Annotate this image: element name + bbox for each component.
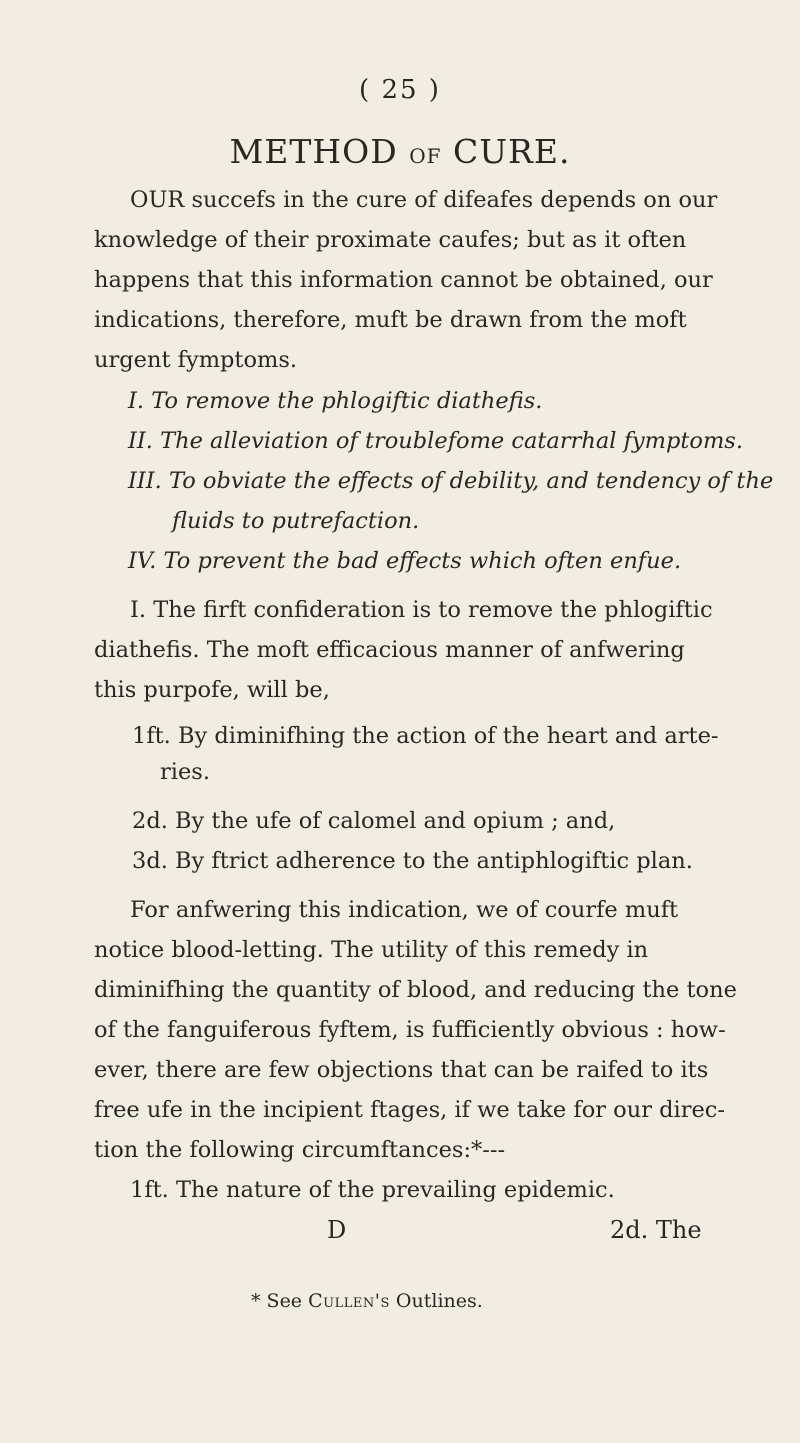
text-line: of the fanguiferous fyftem, is fufficiently obvious : how- — [94, 1017, 726, 1043]
indication-1: I. To remove the phlogiftic diathefis. — [128, 388, 543, 414]
text-line: knowledge of their proximate caufes; but as it often — [94, 227, 687, 253]
catchword: 2d. The — [610, 1216, 702, 1244]
footnote-author: Cullen's — [308, 1290, 390, 1312]
indication-2: II. The alleviation of troublefome catarrhal fymptoms. — [128, 428, 744, 454]
text-line: indications, therefore, muft be drawn from the moft — [94, 307, 687, 333]
signature-mark: D — [327, 1216, 347, 1244]
text-line: tion the following circumftances:*--- — [94, 1137, 506, 1163]
title-of: OF — [409, 144, 442, 168]
text-line: For anfwering this indication, we of courfe muft — [130, 897, 679, 923]
text-line: OUR succefs in the cure of difeafes depends on our — [130, 187, 718, 213]
footnote-see: See — [266, 1290, 303, 1312]
text-line: diminifhing the quantity of blood, and reducing the tone — [94, 977, 737, 1003]
text-line: urgent fymptoms. — [94, 347, 298, 373]
footnote-rest: Outlines. — [395, 1290, 483, 1312]
text-line: ries. — [160, 759, 210, 785]
text-line: this purpofe, will be, — [94, 677, 330, 703]
text-line: diathefis. The moft efficacious manner of anfwering — [94, 637, 685, 663]
footnote — [251, 1290, 483, 1312]
indication-3: III. To obviate the effects of debility, and tendency of the — [128, 468, 774, 494]
text-line: 1ft. By diminifhing the action of the heart and arte- — [132, 723, 719, 749]
page-number: ( 25 ) — [359, 75, 441, 105]
text-line: 3d. By ftrict adherence to the antiphlogiftic plan. — [132, 848, 693, 874]
page-title — [0, 132, 800, 171]
text-line: free ufe in the incipient ftages, if we take for our direc- — [94, 1097, 725, 1123]
text-line: 1ft. The nature of the prevailing epidemic. — [130, 1177, 615, 1203]
text-line: ever, there are few objections that can be raifed to its — [94, 1057, 709, 1083]
text-line: I. The firft confideration is to remove the phlogiftic — [130, 597, 713, 623]
title-cure: CURE. — [452, 132, 571, 171]
indication-3-cont: fluids to putrefaction. — [172, 508, 420, 534]
indication-4: IV. To prevent the bad effects which often enfue. — [128, 548, 682, 574]
text-line: happens that this information cannot be obtained, our — [94, 267, 713, 293]
footnote-marker: * — [251, 1290, 261, 1312]
text-line: 2d. By the ufe of calomel and opium ; and, — [132, 808, 616, 834]
title-method: METHOD — [229, 132, 398, 171]
text-line: notice blood-letting. The utility of this remedy in — [94, 937, 649, 963]
